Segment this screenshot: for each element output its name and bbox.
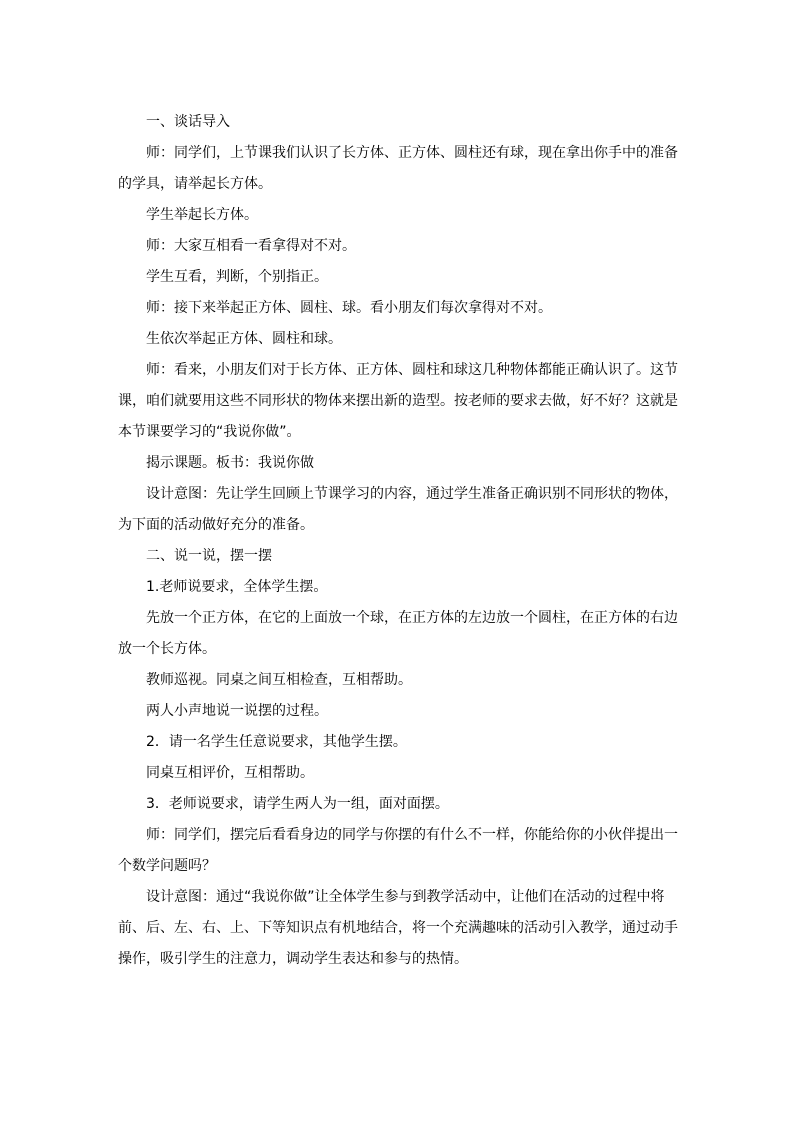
paragraph: 同桌互相评价，互相帮助。 xyxy=(146,765,314,781)
paragraph: 揭示课题。板书：我说你做 xyxy=(146,455,314,471)
paragraph: 师：同学们，上节课我们认识了长方体、正方体、圆柱还有球，现在拿出你手中的准备的学具，请举起长方体。 xyxy=(118,145,678,192)
paragraph: 两人小声地说一说摆的过程。 xyxy=(146,703,328,719)
paragraph: 师：同学们，摆完后看看身边的同学与你摆的有什么不一样，你能给你的小伙伴提出一个数学问题吗？ xyxy=(118,827,678,874)
paragraph: 师：接下来举起正方体、圆柱、球。看小朋友们每次拿得对不对。 xyxy=(146,300,552,316)
section-heading: 一、谈话导入 xyxy=(146,114,230,130)
paragraph: 学生互看，判断，个别指正。 xyxy=(146,269,328,285)
paragraph: 教师巡视。同桌之间互相检查，互相帮助。 xyxy=(146,672,412,688)
section-heading: 二、说一说，摆一摆 xyxy=(146,548,272,564)
paragraph: 生依次举起正方体、圆柱和球。 xyxy=(146,331,342,347)
paragraph: 师：看来，小朋友们对于长方体、正方体、圆柱和球这几种物体都能正确认识了。这节课，咱们就要用这些不同形状的物体来摆出新的造型。按老师的要求去做，好不好？这就是本节课要学习的“我说你做”。 xyxy=(118,362,678,440)
paragraph: 设计意图：通过“我说你做”让全体学生参与到教学活动中，让他们在活动的过程中将前、后、左、右、上、下等知识点有机地结合，将一个充满趣味的活动引入教学，通过动手操作，吸引学生的注意力，调动学生表达和参与的热情。 xyxy=(118,889,678,967)
paragraph: 师：大家互相看一看拿得对不对。 xyxy=(146,238,356,254)
paragraph: 先放一个正方体，在它的上面放一个球，在正方体的左边放一个圆柱，在正方体的右边放一个长方体。 xyxy=(118,610,678,657)
paragraph: 设计意图：先让学生回顾上节课学习的内容，通过学生准备正确识别不同形状的物体，为下面的活动做好充分的准备。 xyxy=(118,486,678,533)
paragraph: 1.老师说要求，全体学生摆。 xyxy=(146,579,328,595)
paragraph: 3．老师说要求，请学生两人为一组，面对面摆。 xyxy=(146,796,449,812)
paragraph: 2．请一名学生任意说要求，其他学生摆。 xyxy=(146,734,407,750)
paragraph: 学生举起长方体。 xyxy=(146,207,258,223)
document-body xyxy=(118,107,680,975)
